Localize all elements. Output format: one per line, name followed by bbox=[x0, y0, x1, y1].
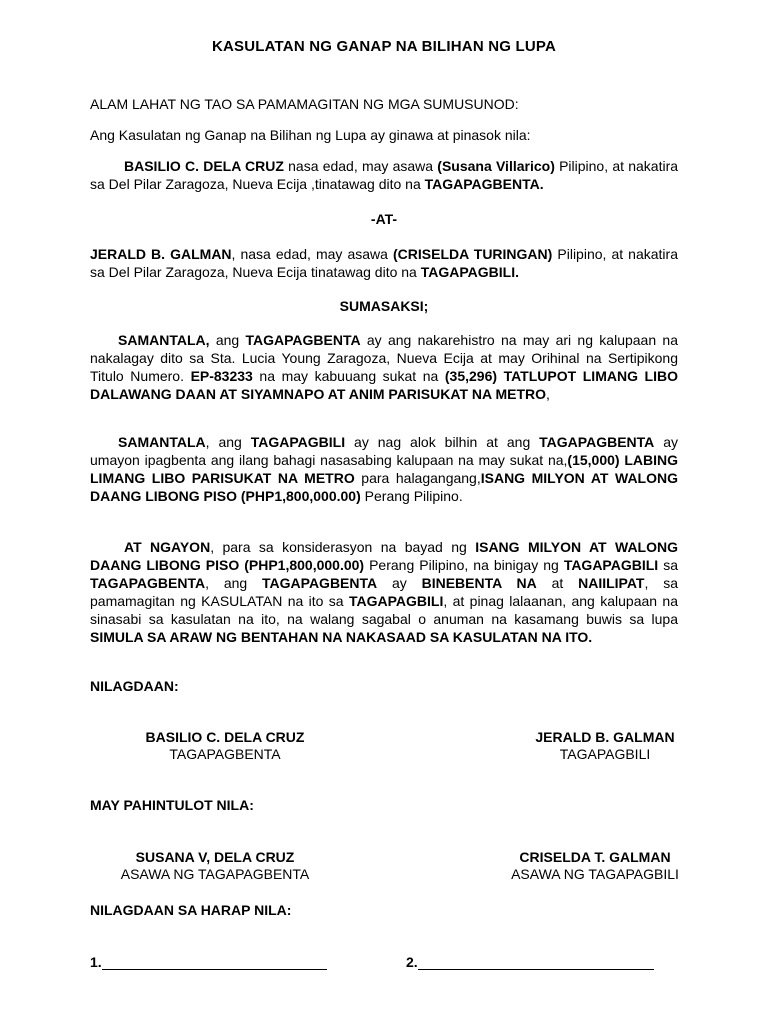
witnesseth-heading: SUMASAKSI; bbox=[339, 298, 429, 314]
buyer-spouse-role: ASAWA NG TAGAPAGBILI bbox=[511, 866, 679, 882]
seller-spouse-role: ASAWA NG TAGAPAGBENTA bbox=[120, 866, 310, 882]
intro-statement: Ang Kasulatan ng Ganap na Bilihan ng Lupa ay ginawa at pinasok nila: bbox=[90, 127, 531, 143]
signed-label: NILAGDAAN: bbox=[90, 678, 179, 694]
buyer-signature-role: TAGAPAGBILI bbox=[559, 746, 651, 762]
buyer-signature-name: JERALD B. GALMAN bbox=[535, 729, 675, 745]
buyer-spouse-signature-block bbox=[480, 849, 710, 883]
seller-signature-role: TAGAPAGBENTA bbox=[169, 746, 281, 762]
witness-2-number: 2. bbox=[406, 954, 418, 970]
intro-heading: ALAM LAHAT NG TAO SA PAMAMAGITAN NG MGA SUMUSUNOD: bbox=[90, 96, 519, 112]
witness-1-line bbox=[90, 954, 327, 970]
seller-spouse-signature-block bbox=[100, 849, 330, 883]
witness-2-line bbox=[406, 954, 654, 970]
at-separator: -AT- bbox=[370, 211, 398, 227]
seller-signature-block bbox=[120, 729, 330, 763]
witness-1-number: 1. bbox=[90, 954, 102, 970]
consent-label: MAY PAHINTULOT NILA: bbox=[90, 797, 254, 813]
whereas-seller-paragraph: SAMANTALA, ang TAGAPAGBENTA ay ang nakarehistro na may ari ng kalupaan na nakalagay dito sa Sta. Lucia Young Zaragoza, Nueva Ecija at may Orihinal na Sertipikong Titulo Numero. EP-83233 na may kabuuang sukat na (35,296) TATLUPOT LIMANG LIBO DALAWANG DAAN AT SIYAMNAPO AT ANIM PARISUKAT NA METRO, bbox=[90, 332, 678, 402]
seller-paragraph: BASILIO C. DELA CRUZ nasa edad, may asawa (Susana Villarico) Pilipino, at nakatira sa Del Pilar Zaragoza, Nueva Ecija ,tinatawag dito na TAGAPAGBENTA. bbox=[90, 158, 679, 192]
seller-signature-name: BASILIO C. DELA CRUZ bbox=[145, 729, 305, 745]
buyer-signature-block bbox=[500, 729, 710, 763]
seller-spouse-name: SUSANA V, DELA CRUZ bbox=[135, 849, 295, 865]
witnesses-label: NILAGDAAN SA HARAP NILA: bbox=[90, 902, 292, 918]
whereas-buyer-paragraph: SAMANTALA, ang TAGAPAGBILI ay nag alok bilhin at ang TAGAPAGBENTA ay umayon ipagbenta ang ilang bahagi nasasabing kalupaan na may sukat na,(15,000) LABING LIMANG LIBO PARISUKAT NA METRO para halagangang,ISANG MILYON AT WALONG DAANG LIBONG PISO (PHP1,800,000.00) Perang Pilipino. bbox=[90, 434, 678, 504]
buyer-spouse-name: CRISELDA T. GALMAN bbox=[519, 849, 671, 865]
buyer-paragraph: JERALD B. GALMAN, nasa edad, may asawa (CRISELDA TURINGAN) Pilipino, at nakatira sa Del Pilar Zaragoza, Nueva Ecija tinatawag dito na TAGAPAGBILI. bbox=[90, 246, 678, 280]
document-title: KASULATAN NG GANAP NA BILIHAN NG LUPA bbox=[211, 38, 557, 55]
now-therefore-paragraph: AT NGAYON, para sa konsiderasyon na bayad ng ISANG MILYON AT WALONG DAANG LIBONG PISO (PHP1,800,000.00) Perang Pilipino, na binigay ng TAGAPAGBILI sa TAGAPAGBENTA, ang TAGAPAGBENTA ay BINEBENTA NA at NAIILIPAT, sa pamamagitan ng KASULATAN na ito sa TAGAPAGBILI, at pinag lalaanan, ang kalupaan na sinasabi sa kasulatan na ito, na walang sagabal o anuman na kasamang buwis sa lupa SIMULA SA ARAW NG BENTAHAN NA NAKASAAD SA KASULATAN NA ITO. bbox=[90, 539, 678, 645]
